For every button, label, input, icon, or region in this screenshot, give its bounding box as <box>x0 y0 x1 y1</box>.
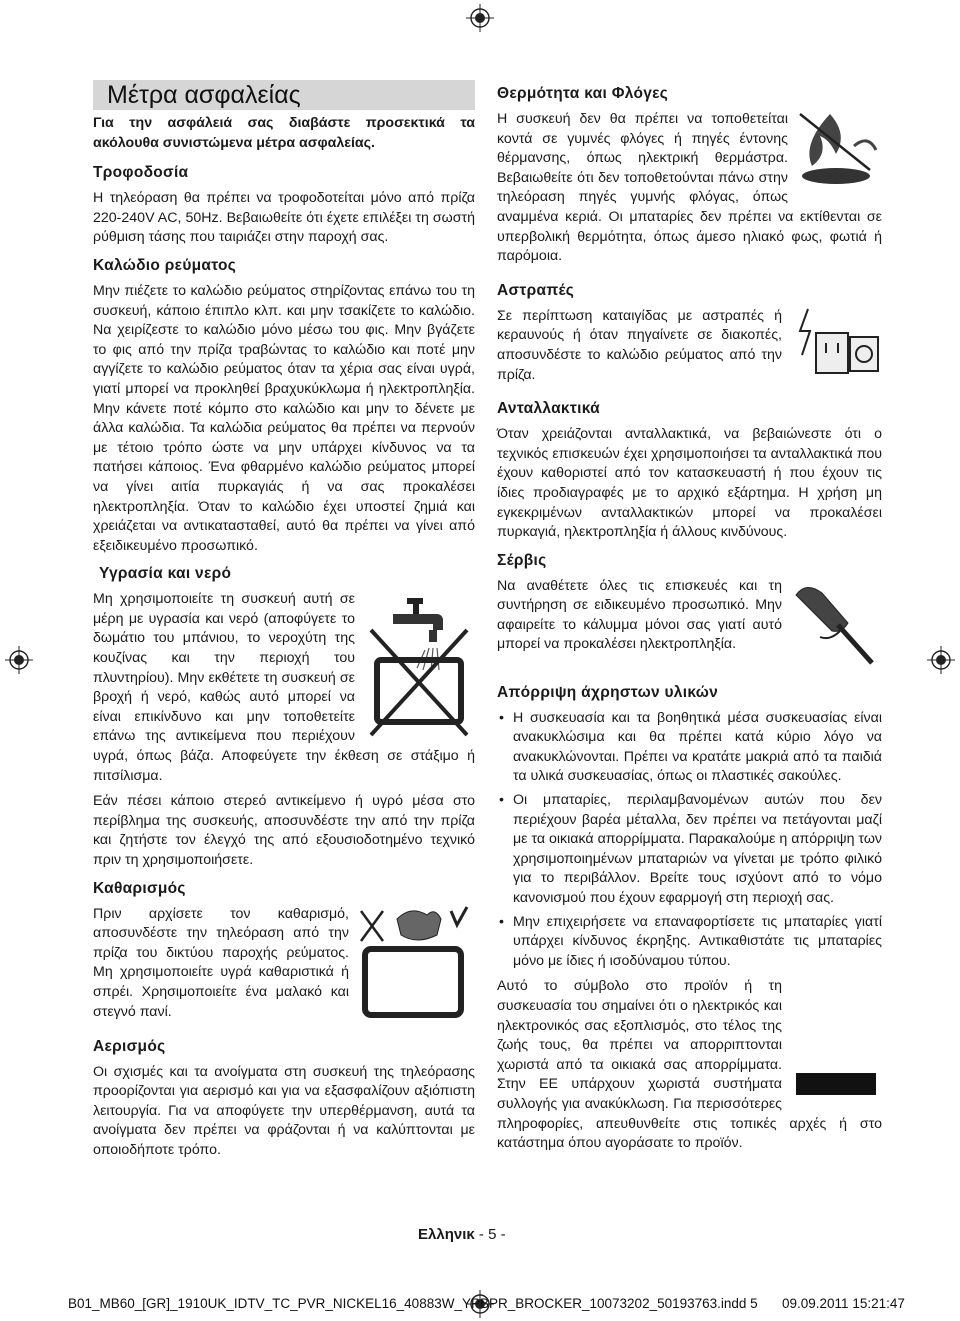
file-info: B01_MB60_[GR]_1910UK_IDTV_TC_PVR_NICKEL16_40883W_YPBPR_BROCKER_10073202_50193763.indd 5 <box>68 1296 758 1311</box>
service-heading: Σέρβις <box>497 551 547 569</box>
cord-text: Μην πιέζετε το καλώδιο ρεύματος στηρίζοντας επάνω του τη συσκευή, κάποιο έπιπλο κλπ. και μην τσακίζετε το καλώδιο. Να χειρίζεστε το καλώδιο μόνο μέσω του φις. Μην βγάζετε το φις από την πρίζα τραβώντας το καλώδιο και ποτέ μην αγγίζετε το καλώδιο ρεύματος όταν τα χέρια σας είναι υγρά, γιατί μπορεί να προκληθεί βραχυκύκλωμα ή ηλεκτροπληξία. Μην κάνετε ποτέ κόμπο στο καλώδιο και μην το δένετε με άλλα καλώδια. Τα καλώδια ρεύματος θα πρέπει να περνούν με τέτοιο τρόπο ώστε να μην υπάρχει κίνδυνος να τα πατήσει κάποιος. Ένα φθαρμένο καλώδιο ρεύματος μπορεί να γίνει αιτία πυρκαγιάς ή να σας προκαλέσει ηλεκτροπληξία. Όταν το καλώδιο έχει υποστεί ζημιά και χρειάζεται να αντικατασταθεί, αυτό θα πρέπει να γίνει από εξειδικευμένο προσωπικό. <box>93 282 475 554</box>
right-column <box>497 80 882 1160</box>
footer-language: Ελληνικ <box>418 1226 475 1243</box>
intro-text: Για την ασφάλειά σας διαβάστε προσεκτικά τα ακόλουθα συνιστώμενα μέτρα ασφαλείας. <box>93 115 475 151</box>
bullet-icon: • <box>499 709 504 726</box>
moisture-text-1: Μη χρησιμοποιείτε τη συσκευή αυτή σε μέρη με υγρασία και νερό (αποφύγετε το δωμάτιο του μπάνιου, το νεροχύτη της κουζίνας και την περιοχή του πλυντηρίου). Μην εκθέτετε τη συσκευή σε βροχή ή νερό, καθώς αυτό μπορεί να είναι επικίνδυνο και μην τοποθετείτε επάνω της αντικείμενα που περιέχουν υγρά, όπως βάζα. Αποφεύγετε την έκθεση σε στάξιμο ή πιτσίλισμα. <box>93 591 475 784</box>
bullet-icon: • <box>499 792 504 809</box>
left-column <box>93 80 475 1167</box>
disposal-text: Αυτό το σύμβολο στο προϊόν ή τη συσκευασία του σημαίνει ότι ο ηλεκτρικός και ηλεκτρονικός σας εξοπλισμός, στο τέλος της ζωής τους, θα πρέπει να απορριπτονται χωριστά από τα οικιακά σας απορρίμματα. Στην ΕΕ υπάρχουν χωριστά συστήματα συλλογής για ανακύκλωση. Για περισσότερες πληροφορίες, απευθυνθείτε στις τοπικές αρχές ή στο κατάστημα όπου αγοράσατε το προϊόν. <box>497 978 882 1152</box>
weee-symbol <box>790 977 882 1097</box>
page-footer <box>418 1226 506 1243</box>
parts-heading: Ανταλλακτικά <box>497 400 600 418</box>
parts-text: Όταν χρειάζονται ανταλλακτικά, να βεβαιώνεστε ότι ο τεχνικός επισκευών έχει χρησιμοποιήσει τα ανταλλακτικά που έχουν καθοριστεί από τον κατασκευαστή ή που έχουν τις ίδιες προδιαγραφές με το αρχικό εξάρτημα. Η χρήση μη εγκεκριμένων ανταλλακτικών μπορεί να προκαλέσει πυρκαγιά, ηλεκτροπληξία ή άλλους κινδύνους. <box>497 426 882 541</box>
service-text: Να αναθέτετε όλες τις επισκευές και τη συντήρηση σε ειδικευμένο προσωπικό. Μην αφαιρείτε το κάλυμμα μόνοι σας γιατί αυτό μπορεί να προκαλέσει ηλεκτροπληξία. <box>497 577 782 653</box>
screwdriver-icon <box>790 577 882 671</box>
power-heading: Τροφοδοσία <box>93 164 189 182</box>
heat-heading: Θερμότητα και Φλόγες <box>497 85 669 102</box>
power-text: Η τηλεόραση θα πρέπει να τροφοδοτείται μόνο από πρίζα 220-240V AC, 50Hz. Βεβαιωθείτε ότι έχετε επιλέξει τη σωστή ρύθμιση τάσης που ταιριάζει στην παροχή σας. <box>93 190 475 246</box>
lightning-text: Σε περίπτωση καταιγίδας με αστραπές ή κεραυνούς ή όταν πηγαίνετε σε διακοπές, αποσυνδέστε το καλώδιο ρεύματος από την πρίζα. <box>497 307 782 383</box>
page-number: - 5 - <box>478 1226 506 1243</box>
weee-bar-icon <box>796 1073 876 1095</box>
registration-mark-icon <box>927 646 955 674</box>
ventilation-text: Οι σχισμές και τα ανοίγματα στη συσκευή της τηλεόρασης προορίζονται για αερισμό και για να εξασφαλίζουν αξιόπιστη λειτουργία. Για να αποφύγετε την υπερθέρμανση, αυτά τα ανοίγματα δεν πρέπει να φράζονται ή να καλύπτονται με οποιοδήποτε τρόπο. <box>93 1063 475 1158</box>
title-bar <box>93 80 475 110</box>
cord-heading: Καλώδιο ρεύματος <box>93 256 237 274</box>
fire-icon <box>796 110 882 186</box>
disposal-list <box>497 709 882 972</box>
list-item: • Οι μπαταρίες, περιλαμβανομένων αυτών που δεν περιέχουν βαρέα μέταλλα, δεν πρέπει να πετάγονται μαζί με τα οικιακά απορρίμματα. Παρακαλούμε η απόρριψη των χρησιμοποιημένων μπαταριών να γίνεται με τρόπο φιλικό για το περιβάλλον. Βρείτε τους ισχύοντ από το νόμο κανονισμού που έχουν εφαρμογή στη περιοχή σας. <box>499 792 882 907</box>
disposal-heading: Απόρριψη άχρηστων υλικών <box>497 683 719 701</box>
registration-mark-icon <box>466 4 494 32</box>
registration-mark-icon <box>5 646 33 674</box>
lightning-socket-icon <box>790 307 882 385</box>
list-item: • Η συσκευασία και τα βοηθητικά μέσα συσκευασίας είναι ανακυκλώσιμα και θα πρέπει κατά κύριο λόγο να ανακυκλώνονται. Πρέπει να κρατάτε μακριά από τα παιδιά τα υλικά συσκευασίας, όπως οι πλαστικές σακούλες. <box>499 709 882 785</box>
moisture-text-2: Εάν πέσει κάποιο στερεό αντικείμενο ή υγρό μέσα στο περίβλημα της συσκευής, αποσυνδέστε την από την πρίζα και ζητήστε τον έλεγχό της από εξουσιοδοτημένο τεχνικό πριν τη χρησιμοποιήσετε. <box>93 793 475 868</box>
lightning-heading: Αστραπές <box>497 281 575 299</box>
cleaning-text: Πριν αρχίσετε τον καθαρισμό, αποσυνδέστε την τηλεόραση από την πρίζα του δικτύου παροχής ρεύματος. Μη χρησιμοποιείτε υγρά καθαριστικά ή σπρέι. Χρησιμοποιείτε ένα μαλακό και στεγνό πανί. <box>93 905 349 1020</box>
list-item: • Μην επιχειρήσετε να επαναφορτίσετε τις μπαταρίες γιατί υπάρχει κίνδυνος έκρηξης. Αντικαθιστάτε τις μπαταρίες μόνο με ίδιες ή ισοδύναμου τύπου. <box>499 913 882 969</box>
print-date: 09.09.2011 15:21:47 <box>782 1296 905 1311</box>
bullet-icon: • <box>499 913 504 930</box>
page-title: Μέτρα ασφαλείας <box>107 81 301 109</box>
tap-water-forbidden-icon <box>363 590 475 740</box>
cleaning-heading: Καθαρισμός <box>93 879 186 897</box>
moisture-heading: Υγρασία και νερό <box>99 565 232 583</box>
ventilation-heading: Αερισμός <box>93 1037 166 1055</box>
heat-text: Η συσκευή δεν θα πρέπει να τοποθετείται κοντά σε γυμνές φλόγες ή πηγές έντονης θέρμανσης, όπως ηλεκτρική θερμάστρα. Βεβαιωθείτε ότι δεν τοποθετούνται πάνω στην τηλεόραση πηγές γυμνής φλόγας, όπως αναμμένα κεριά. Οι μπαταρίες δεν πρέπει να εκτίθενται σε υπερβολική θερμότητα, όπως άμεσο ηλιακό φως, φωτιά ή παρόμοια. <box>497 111 882 265</box>
cleaning-icon <box>357 905 475 1025</box>
